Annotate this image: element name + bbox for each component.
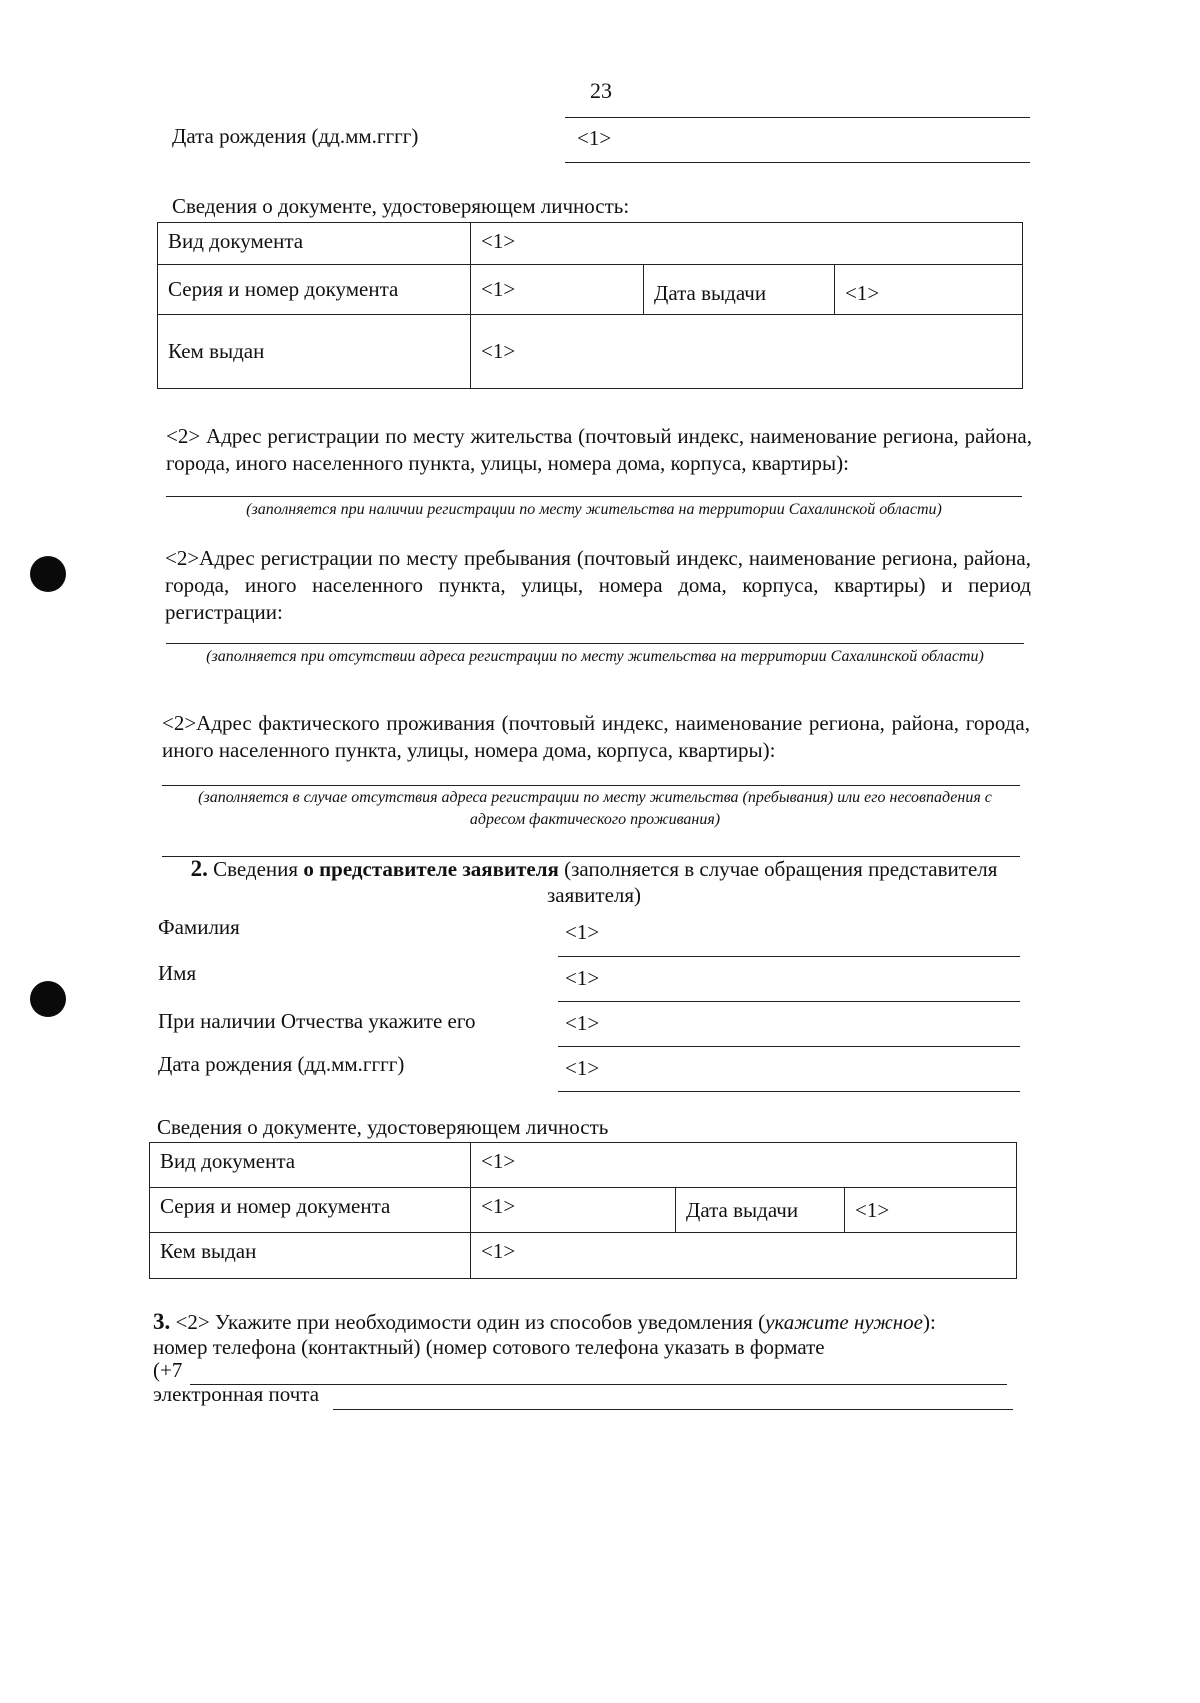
applicant-id-doc-table bbox=[157, 222, 1023, 389]
rep-issue-date-label: Дата выдачи bbox=[676, 1188, 845, 1233]
issued-by-label: Кем выдан bbox=[158, 315, 471, 389]
section3-text-italic: укажите нужное bbox=[765, 1310, 923, 1334]
doc-type-value[interactable]: <1> bbox=[471, 223, 1023, 265]
section2-title-rest: (заполняется в случае обращения представителя заявителя) bbox=[546, 857, 998, 907]
section2-number: 2. bbox=[190, 856, 208, 881]
email-line[interactable] bbox=[333, 1409, 1013, 1410]
rep-name-underline bbox=[558, 1001, 1020, 1002]
issue-date-value[interactable]: <1> bbox=[835, 265, 1023, 315]
rep-doc-type-value[interactable]: <1> bbox=[471, 1143, 1017, 1188]
section3-text-end: ): bbox=[922, 1310, 936, 1334]
top-rule bbox=[565, 117, 1030, 118]
rep-surname-value[interactable]: <1> bbox=[565, 920, 600, 944]
rep-doc-type-label: Вид документа bbox=[150, 1143, 471, 1188]
address-residence-note: (заполняется при наличии регистрации по месту жительства на территории Сахалинской области) bbox=[246, 501, 942, 518]
rep-name-value[interactable]: <1> bbox=[565, 966, 600, 990]
rep-patronymic-label: При наличии Отчества укажите его bbox=[158, 1009, 476, 1033]
rep-birth-date-label: Дата рождения (дд.мм.гггг) bbox=[158, 1052, 405, 1076]
address-residence-text: <2> Адрес регистрации по месту жительства (почтовый индекс, наименование региона, района, города, иного населенного пункта, улицы, номера дома, корпуса, квартиры): bbox=[166, 424, 1032, 475]
doc-series-label: Серия и номер документа bbox=[158, 265, 471, 315]
rep-patronymic-underline bbox=[558, 1046, 1020, 1047]
rep-doc-series-label: Серия и номер документа bbox=[150, 1188, 471, 1233]
birth-date-underline bbox=[565, 162, 1030, 163]
hole-punch-mark bbox=[30, 556, 66, 592]
hole-punch-mark bbox=[30, 981, 66, 1017]
id-doc-heading: Сведения о документе, удостоверяющем личность: bbox=[172, 194, 630, 218]
address-stay-note: (заполняется при отсутствии адреса регистрации по месту жительства на территории Сахалинской области) bbox=[206, 648, 984, 665]
section2-heading bbox=[164, 856, 1024, 908]
phone-prefix: (+7 bbox=[153, 1358, 183, 1382]
rep-doc-series-value[interactable]: <1> bbox=[471, 1188, 676, 1233]
section3-heading bbox=[153, 1309, 936, 1335]
address-stay-line[interactable] bbox=[166, 643, 1024, 644]
section2-title-bold: о представителе заявителя bbox=[303, 857, 559, 881]
address-actual-line[interactable] bbox=[162, 785, 1020, 786]
birth-date-value[interactable]: <1> bbox=[577, 126, 612, 150]
rep-surname-underline bbox=[558, 956, 1020, 957]
rep-surname-label: Фамилия bbox=[158, 915, 240, 939]
rep-name-label: Имя bbox=[158, 961, 197, 985]
doc-series-value[interactable]: <1> bbox=[471, 265, 644, 315]
section2-title-plain: Сведения bbox=[213, 857, 304, 881]
address-actual-text: <2>Адрес фактического проживания (почтовый индекс, наименование региона, района, города, иного населенного пункта, улицы, номера дома, корпуса, квартиры): bbox=[162, 711, 1030, 762]
issued-by-value[interactable]: <1> bbox=[471, 315, 1023, 389]
page-number: 23 bbox=[590, 78, 612, 103]
section3-number: 3. bbox=[153, 1309, 171, 1334]
rep-patronymic-value[interactable]: <1> bbox=[565, 1011, 600, 1035]
email-label: электронная почта bbox=[153, 1382, 320, 1406]
rep-issued-by-value[interactable]: <1> bbox=[471, 1233, 1017, 1279]
phone-label: номер телефона (контактный) (номер сотового телефона указать в формате bbox=[153, 1335, 825, 1359]
doc-type-label: Вид документа bbox=[158, 223, 471, 265]
rep-id-doc-heading: Сведения о документе, удостоверяющем личность bbox=[157, 1115, 609, 1139]
rep-birth-date-underline bbox=[558, 1091, 1020, 1092]
rep-id-doc-table bbox=[149, 1142, 1017, 1279]
birth-date-label: Дата рождения (дд.мм.гггг) bbox=[172, 124, 419, 148]
rep-birth-date-value[interactable]: <1> bbox=[565, 1056, 600, 1080]
rep-issued-by-label: Кем выдан bbox=[150, 1233, 471, 1279]
address-stay-text: <2>Адрес регистрации по месту пребывания (почтовый индекс, наименование региона, района, города, иного населенного пункта, улицы, номера дома, корпуса, квартиры) и период регистрации: bbox=[165, 546, 1031, 624]
issue-date-label: Дата выдачи bbox=[644, 265, 835, 315]
address-actual-note: (заполняется в случае отсутствия адреса регистрации по месту жительства (пребывания) или его несовпадения с адресом фактического проживания) bbox=[198, 789, 992, 828]
section3-text: <2> Укажите при необходимости один из способов уведомления ( bbox=[170, 1310, 766, 1334]
address-residence-line[interactable] bbox=[166, 496, 1022, 497]
rep-issue-date-value[interactable]: <1> bbox=[845, 1188, 1017, 1233]
